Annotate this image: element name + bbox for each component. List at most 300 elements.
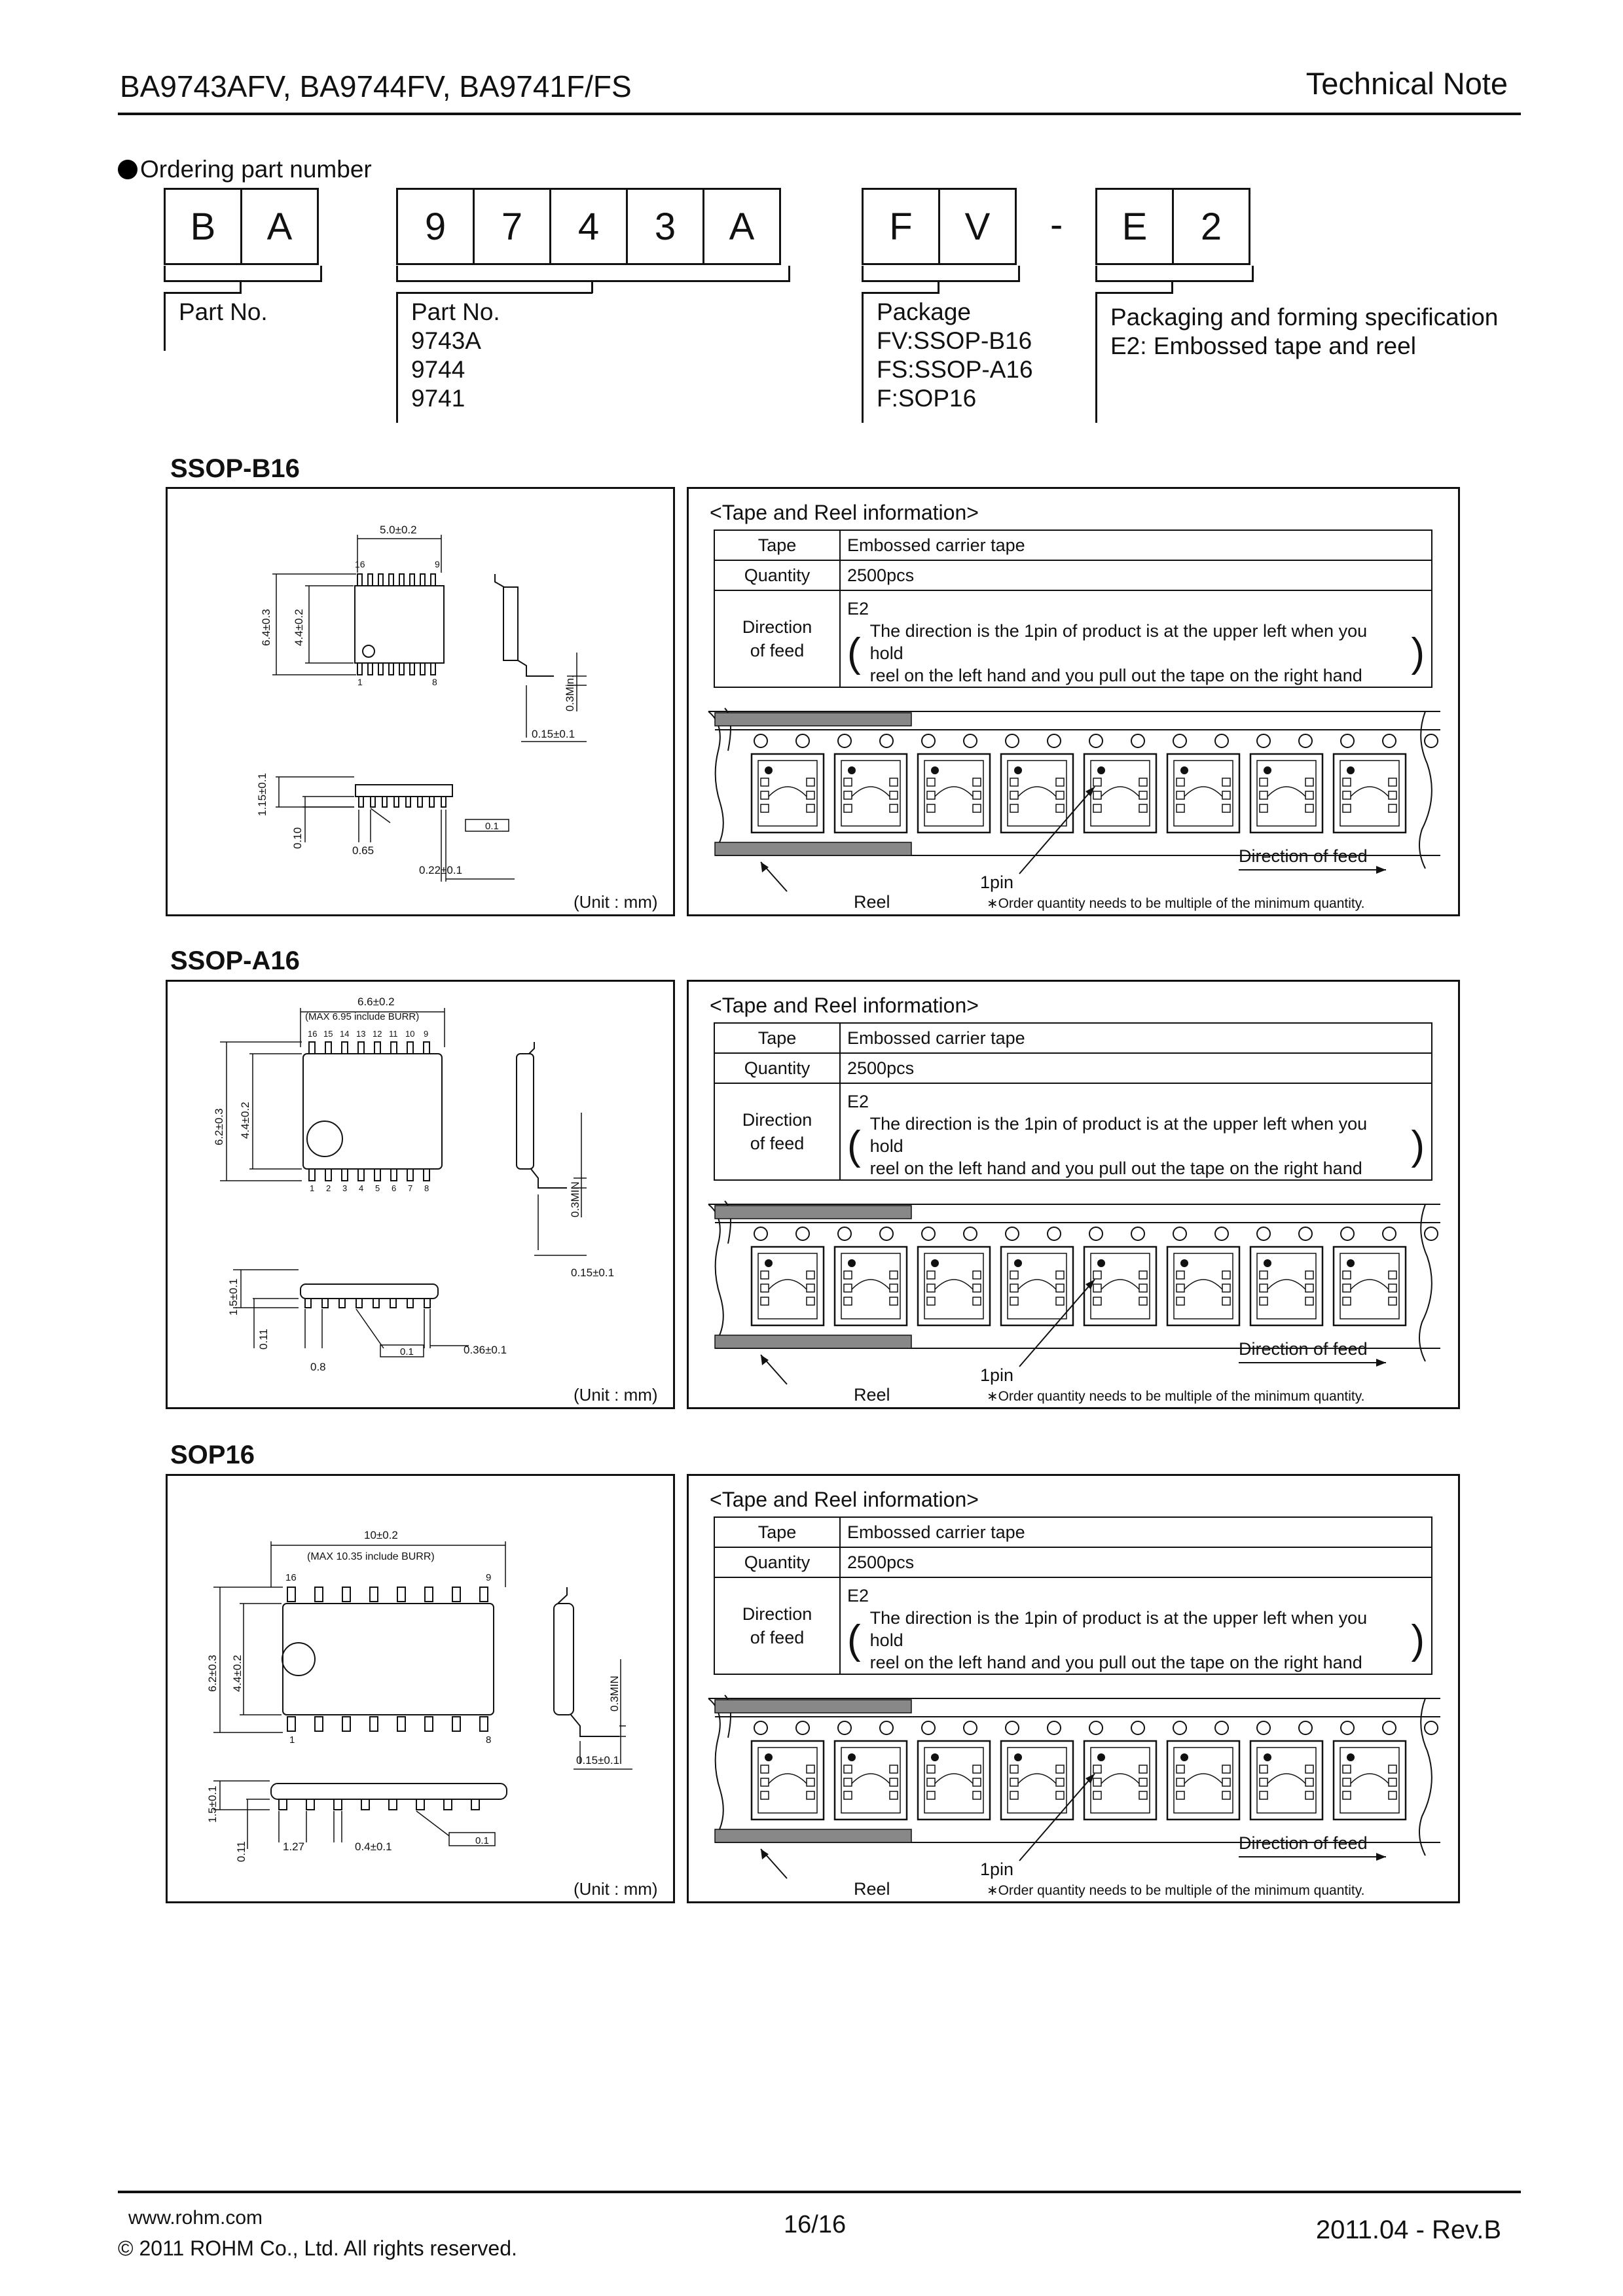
paren-icon: )	[1411, 1617, 1425, 1662]
pocket-curve	[852, 1280, 890, 1289]
pocket-curve	[935, 787, 973, 797]
pocket-inner	[924, 1253, 983, 1319]
pin-label: 3	[342, 1183, 348, 1193]
lead-pad	[1260, 1791, 1267, 1799]
lead-pad	[1389, 1271, 1396, 1279]
dim-flatness: 0.1	[400, 1346, 414, 1357]
tape-pocket	[1334, 754, 1406, 833]
order-note: ∗Order quantity needs to be multiple of the minimum quantity.	[987, 1883, 1365, 1898]
bracket-stem	[396, 292, 398, 423]
pin1-dot	[1014, 1259, 1022, 1267]
sprocket-hole	[1006, 1227, 1019, 1240]
unit-label: (Unit : mm)	[574, 892, 658, 912]
lead-pad	[927, 778, 935, 786]
dim-min: 0.3MIN	[608, 1676, 621, 1712]
reel-label: Reel	[854, 1879, 890, 1899]
lead-pad	[1343, 1765, 1351, 1773]
pin1-dot	[1097, 766, 1105, 774]
lead-pad	[1260, 1284, 1267, 1292]
sprocket-hole	[1257, 1227, 1270, 1240]
part-code-char: B	[190, 205, 216, 248]
lead-pad	[807, 1778, 814, 1786]
lead-pad	[890, 804, 898, 812]
lead-pad	[844, 791, 852, 799]
direction-detail	[840, 590, 1432, 687]
pocket-inner	[1008, 1253, 1067, 1319]
part-code-dash: -	[1050, 204, 1063, 246]
lead-pad	[927, 1297, 935, 1305]
lead-pad	[1343, 778, 1351, 786]
part-code-group-1	[164, 188, 319, 265]
pin1-arrow	[1019, 787, 1095, 874]
lead-pad	[1010, 1284, 1018, 1292]
pin1-dot	[1347, 1753, 1355, 1761]
row-value: Embossed carrier tape	[840, 1517, 1432, 1547]
sprocket-hole	[880, 1721, 893, 1734]
direction-desc-line: reel on the left hand and you pull out the tape on the right hand	[869, 1158, 1362, 1178]
pin1-label: 1pin	[980, 872, 1014, 892]
document-type: Technical Note	[1305, 66, 1508, 101]
pin1-dot	[1014, 766, 1022, 774]
tape-tear-edge	[1419, 1698, 1432, 1856]
direction-desc-line: reel on the left hand and you pull out the tape on the right hand	[869, 666, 1362, 685]
pocket-curve	[935, 1774, 973, 1784]
lead-pad	[1260, 804, 1267, 812]
direction-label	[714, 590, 840, 687]
feed-label: Direction of feed	[1239, 1339, 1368, 1359]
lead-pad	[973, 804, 981, 812]
sprocket-hole	[1299, 1227, 1312, 1240]
lead-pad	[1222, 1271, 1230, 1279]
lead-pad	[1260, 1297, 1267, 1305]
pin-label: 1	[310, 1183, 315, 1193]
lead-pad	[1305, 1778, 1313, 1786]
pin1-dot	[1264, 1259, 1271, 1267]
sprocket-hole	[1383, 1721, 1396, 1734]
lead-pad	[1343, 1271, 1351, 1279]
pin1-dot	[848, 1259, 856, 1267]
pin-numbers-bottom	[310, 1183, 429, 1193]
label-line: FS:SSOP-A16	[877, 356, 1033, 383]
dim-min: 0.3Min.	[564, 675, 576, 711]
paren-icon: )	[1411, 630, 1425, 675]
bracket-stem	[1171, 280, 1173, 293]
pocket-inner	[1340, 1748, 1399, 1813]
reel-flange	[715, 1829, 911, 1842]
lead-pad	[1260, 1271, 1267, 1279]
sprocket-hole	[1089, 1721, 1103, 1734]
arrow-head	[1085, 1280, 1095, 1289]
tape-pocket	[835, 754, 907, 833]
lead-pad	[1389, 1778, 1396, 1786]
pocket-inner	[758, 1748, 817, 1813]
direction-label-line: of feed	[750, 1628, 805, 1647]
dim-outer-height: 6.4±0.3	[260, 609, 272, 646]
lead-pad	[927, 1765, 935, 1773]
tape-pocket	[1167, 1741, 1239, 1820]
bracket	[164, 266, 322, 282]
lead-pad	[1056, 1271, 1064, 1279]
pocket-curve	[1101, 1280, 1139, 1289]
label-line: Packaging and forming specification	[1110, 304, 1499, 331]
pin-label: 4	[359, 1183, 364, 1193]
label-line: Part No.	[411, 298, 500, 325]
row-label: Quantity	[714, 1053, 840, 1083]
lead-pad	[1056, 778, 1064, 786]
package-drawing-panel	[166, 1474, 675, 1903]
lead-row-top	[357, 574, 435, 586]
tape-pocket	[918, 1741, 990, 1820]
pin-label: 13	[356, 1029, 366, 1039]
lead-pad	[1260, 1778, 1267, 1786]
dim-width: 6.6±0.2	[357, 996, 395, 1008]
pin-label: 16	[285, 1572, 297, 1583]
label-line: Package	[877, 298, 971, 325]
package-title: SSOP-A16	[170, 946, 300, 975]
sprocket-hole	[1173, 1227, 1186, 1240]
lead-pad	[807, 804, 814, 812]
dim-pitch: 0.65	[352, 844, 374, 857]
pocket-curve	[1351, 1774, 1389, 1784]
lead-pad	[844, 1271, 852, 1279]
lead-pad	[1176, 804, 1184, 812]
pin1-dot	[931, 1753, 939, 1761]
pin-label: 12	[373, 1029, 382, 1039]
tape-pocket	[1001, 1247, 1073, 1325]
pocket-curve	[1101, 1774, 1139, 1784]
pocket-inner	[1008, 1748, 1067, 1813]
row-value: Embossed carrier tape	[840, 1023, 1432, 1053]
reel-label: Reel	[854, 1385, 890, 1405]
pin-label: 1	[289, 1734, 295, 1746]
lead-pad	[1222, 778, 1230, 786]
tape-pocket	[1084, 1741, 1156, 1820]
package-drawing-panel	[166, 487, 675, 916]
part-code-char: 7	[473, 190, 549, 263]
arrow-head	[1376, 1359, 1386, 1367]
feed-label: Direction of feed	[1239, 846, 1368, 866]
dim-body-height: 4.4±0.2	[239, 1102, 251, 1139]
label-package	[877, 298, 1033, 413]
tape-pocket	[752, 754, 824, 833]
tape-reel-panel	[687, 980, 1460, 1409]
package-title: SSOP-B16	[170, 454, 300, 483]
lead-pad	[1176, 1778, 1184, 1786]
label-part-no-list	[411, 298, 500, 413]
row-value: 2500pcs	[840, 560, 1432, 590]
sprocket-hole	[1341, 1227, 1354, 1240]
tape-tear-edge	[725, 1201, 731, 1244]
pocket-curve	[1267, 787, 1305, 797]
lead-pad	[1305, 1791, 1313, 1799]
sprocket-hole	[964, 1227, 977, 1240]
pocket-inner	[924, 761, 983, 826]
lead-pad	[844, 1778, 852, 1786]
row-value: 2500pcs	[840, 1053, 1432, 1083]
dim-outer-height: 6.2±0.3	[206, 1655, 219, 1692]
pin1-label: 1pin	[980, 1859, 1014, 1879]
tape-pocket	[918, 1247, 990, 1325]
direction-detail	[840, 1577, 1432, 1674]
tape-tear-edge	[725, 708, 731, 751]
paren-icon: (	[847, 1617, 861, 1662]
direction-desc-line: reel on the left hand and you pull out the tape on the right hand	[869, 1653, 1362, 1672]
lead-pad	[1389, 778, 1396, 786]
pocket-inner	[1340, 761, 1399, 826]
lead-pad	[1139, 1271, 1147, 1279]
pin-label: 15	[323, 1029, 333, 1039]
paren-icon: (	[847, 630, 861, 675]
direction-desc-line: The direction is the 1pin of product is at the upper left when you hold	[869, 621, 1368, 663]
sprocket-hole	[1089, 734, 1103, 747]
pin-label: 9	[424, 1029, 429, 1039]
lead-pad	[1139, 804, 1147, 812]
pin1-label: 1pin	[980, 1365, 1014, 1385]
dim-burr: (MAX 10.35 include BURR)	[307, 1551, 435, 1562]
lead-pad	[1139, 1297, 1147, 1305]
lead-pad	[890, 1778, 898, 1786]
label-line: FV:SSOP-B16	[877, 327, 1032, 354]
tape-tear-edge	[708, 1204, 723, 1342]
pin-label: 16	[308, 1029, 318, 1039]
lead-pad	[1389, 1765, 1396, 1773]
header-divider	[118, 113, 1521, 115]
pocket-curve	[1267, 1280, 1305, 1289]
lead-pad	[890, 1284, 898, 1292]
tape-pocket	[1250, 1247, 1322, 1325]
bracket-stem	[164, 292, 166, 351]
pin-label: 11	[389, 1029, 398, 1039]
lead-pad	[1305, 778, 1313, 786]
dim-flatness: 0.1	[475, 1835, 489, 1846]
lead-pad	[1260, 778, 1267, 786]
lead-pad	[973, 1284, 981, 1292]
tape-pocket	[1001, 1741, 1073, 1820]
lead-pad	[1222, 1765, 1230, 1773]
tape-pocket	[1167, 1247, 1239, 1325]
tape-tear-edge	[708, 1698, 723, 1836]
direction-desc	[847, 620, 1425, 687]
part-code-group-2	[396, 188, 781, 265]
pocket-curve	[1267, 1774, 1305, 1784]
tape-pocket	[835, 1741, 907, 1820]
pin-label: 16	[355, 559, 365, 569]
lead-pad	[1176, 1284, 1184, 1292]
dim-flatness: 0.1	[485, 821, 499, 832]
bracket	[396, 266, 790, 282]
part-code-char: F	[889, 205, 913, 248]
pin-label: 14	[340, 1029, 350, 1039]
lead-pad	[927, 804, 935, 812]
dim-width: 5.0±0.2	[380, 524, 417, 536]
pocket-inner	[1257, 761, 1316, 826]
lead-pad	[1176, 1765, 1184, 1773]
dim-lead-width: 0.4±0.1	[355, 1840, 392, 1853]
lead-pad	[1343, 1297, 1351, 1305]
direction-desc	[847, 1607, 1425, 1674]
dim-lead-width: 0.36±0.1	[464, 1344, 507, 1356]
lead-pad	[973, 791, 981, 799]
pocket-curve	[1184, 1280, 1222, 1289]
pin1-dot	[931, 766, 939, 774]
sprocket-hole	[796, 734, 809, 747]
revision: 2011.04 - Rev.B	[1315, 2215, 1501, 2244]
paren-icon: )	[1411, 1123, 1425, 1168]
sprocket-hole	[1048, 1721, 1061, 1734]
dim-height: 1.5±0.1	[206, 1785, 219, 1823]
label-packaging	[1110, 303, 1498, 361]
sprocket-hole	[796, 1227, 809, 1240]
tape-pocket	[752, 1741, 824, 1820]
reel-flange	[715, 1206, 911, 1219]
lead-pad	[973, 1765, 981, 1773]
sprocket-hole	[1006, 734, 1019, 747]
lead-pad	[844, 1765, 852, 1773]
lead-pad	[1093, 1297, 1101, 1305]
row-value: Embossed carrier tape	[840, 530, 1432, 560]
dim-lead-thickness: 0.15±0.1	[571, 1266, 615, 1279]
lead-pad	[1176, 791, 1184, 799]
part-code-char: A	[240, 190, 317, 263]
direction-code: E2	[847, 599, 869, 619]
sprocket-hole	[1383, 1227, 1396, 1240]
lead-pad	[973, 1791, 981, 1799]
lead-pad	[807, 1791, 814, 1799]
label-line: 9741	[411, 385, 465, 412]
part-code-char: 2	[1172, 190, 1249, 263]
pin-label: 8	[424, 1183, 429, 1193]
sprocket-hole	[796, 1721, 809, 1734]
lead-pad	[1176, 1297, 1184, 1305]
lead-pad	[761, 1765, 769, 1773]
pin1-dot	[1097, 1753, 1105, 1761]
direction-label-line: of feed	[750, 641, 805, 660]
sprocket-hole	[754, 1721, 767, 1734]
dim-lead-thickness: 0.15±0.1	[532, 728, 575, 740]
lead-pad	[1093, 1791, 1101, 1799]
lead-pad	[1260, 1765, 1267, 1773]
sprocket-hole	[1215, 1227, 1228, 1240]
row-label: Tape	[714, 1517, 840, 1547]
lead-pad	[1222, 804, 1230, 812]
pocket-curve	[769, 787, 807, 797]
arrow-head	[1376, 1853, 1386, 1861]
sprocket-hole	[1048, 734, 1061, 747]
pocket-curve	[852, 787, 890, 797]
tape-pocket	[1334, 1741, 1406, 1820]
pin-label: 10	[405, 1029, 415, 1039]
pin1-dot	[1347, 1259, 1355, 1267]
lead-pad	[890, 1271, 898, 1279]
lead-pad	[1305, 1284, 1313, 1292]
bracket	[862, 266, 1020, 282]
pocket-curve	[1018, 787, 1056, 797]
lead-pad	[1343, 791, 1351, 799]
lead-pad	[927, 1791, 935, 1799]
pin-label: 9	[486, 1572, 492, 1583]
arrow-head	[761, 1849, 769, 1859]
order-note: ∗Order quantity needs to be multiple of the minimum quantity.	[987, 1389, 1365, 1404]
sprocket-hole	[922, 734, 935, 747]
tape-reel-table	[714, 529, 1432, 688]
pocket-inner	[1091, 761, 1150, 826]
bracket-leader	[164, 292, 242, 294]
pocket-inner	[1091, 1748, 1150, 1813]
lead-pad	[973, 778, 981, 786]
tape-pocket	[1250, 754, 1322, 833]
lead-pad	[890, 778, 898, 786]
lead-pad	[1139, 778, 1147, 786]
lead-pad	[1305, 1765, 1313, 1773]
lead-pad	[1139, 1765, 1147, 1773]
dim-height: 1.5±0.1	[227, 1278, 240, 1316]
pin-label: 8	[432, 677, 437, 687]
lead-pad	[1389, 804, 1396, 812]
pin1-arrow	[1019, 1280, 1095, 1367]
direction-label-line: Direction	[742, 617, 812, 637]
tape-pocket	[1167, 754, 1239, 833]
sprocket-hole	[1215, 734, 1228, 747]
lead-pad	[927, 791, 935, 799]
tape-reel-panel	[687, 1474, 1460, 1903]
pin1-dot	[1264, 1753, 1271, 1761]
package-outline-drawing	[168, 489, 673, 914]
lead-pad	[1389, 1791, 1396, 1799]
lead-pad	[761, 1284, 769, 1292]
direction-label	[714, 1577, 840, 1674]
sprocket-hole	[838, 1721, 851, 1734]
lead-pad	[1139, 1284, 1147, 1292]
tape-reel-title: <Tape and Reel information>	[710, 994, 979, 1017]
sprocket-hole	[1425, 1721, 1438, 1734]
lead-pad	[844, 778, 852, 786]
direction-desc-line: The direction is the 1pin of product is at the upper left when you hold	[869, 1114, 1368, 1156]
lead-pad	[1139, 791, 1147, 799]
pin1-dot	[848, 766, 856, 774]
sprocket-hole	[754, 734, 767, 747]
dim-lead-thickness: 0.15±0.1	[576, 1754, 620, 1767]
sprocket-hole	[880, 1227, 893, 1240]
lead-pad	[1056, 791, 1064, 799]
document-title: BA9743AFV, BA9744FV, BA9741F/FS	[120, 69, 632, 103]
lead-pad	[1343, 1778, 1351, 1786]
page-number: 16/16	[784, 2211, 847, 2238]
dim-standoff: 0.11	[235, 1841, 247, 1862]
sprocket-hole	[922, 1721, 935, 1734]
order-note: ∗Order quantity needs to be multiple of the minimum quantity.	[987, 896, 1365, 911]
sprocket-hole	[1131, 1721, 1144, 1734]
lead-pad	[1222, 1791, 1230, 1799]
direction-label-line: Direction	[742, 1604, 812, 1624]
pin1-dot	[848, 1753, 856, 1761]
footer-url[interactable]: www.rohm.com	[128, 2207, 263, 2229]
pocket-inner	[841, 1748, 900, 1813]
unit-label: (Unit : mm)	[574, 1879, 658, 1899]
lead-pad	[1056, 1791, 1064, 1799]
lead-pad	[1389, 1297, 1396, 1305]
lead-pad	[1176, 1791, 1184, 1799]
package-title: SOP16	[170, 1441, 255, 1469]
pocket-inner	[758, 761, 817, 826]
pocket-inner	[1340, 1253, 1399, 1319]
arrow-head	[1085, 1774, 1095, 1784]
pocket-curve	[1184, 787, 1222, 797]
pin-label: 7	[408, 1183, 413, 1193]
bracket-stem	[240, 280, 242, 293]
pin1-dot	[1097, 1259, 1105, 1267]
lead-pad	[1010, 804, 1018, 812]
lead-pad	[1176, 778, 1184, 786]
